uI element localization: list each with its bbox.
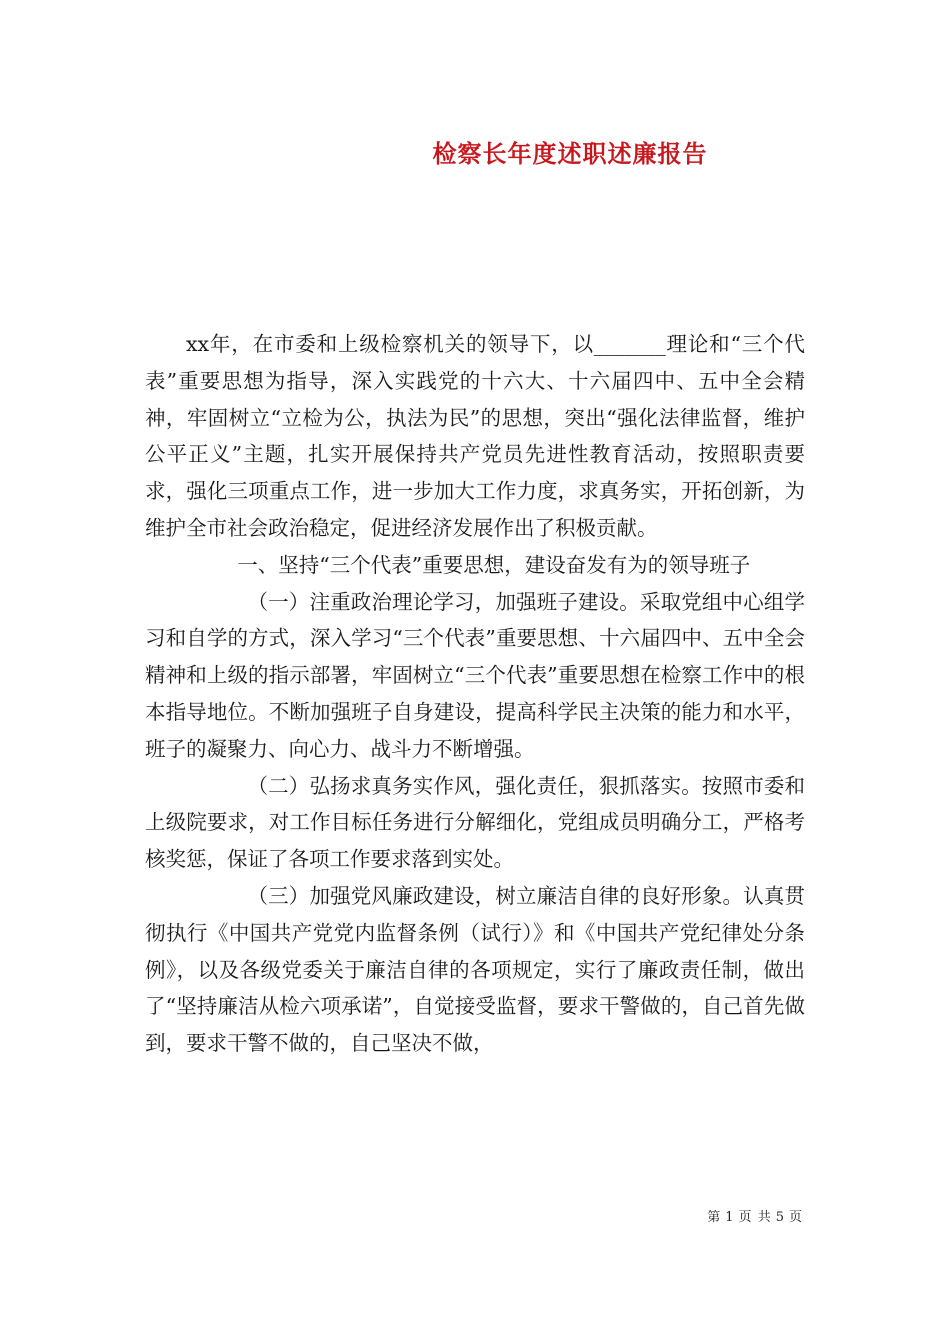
- section-heading-1: 一、坚持“三个代表”重要思想，建设奋发有为的领导班子: [237, 552, 751, 577]
- footer-middle: 页 共: [738, 1210, 772, 1225]
- document-body: [145, 326, 805, 1062]
- footer-current-page: 1: [725, 1210, 735, 1225]
- footer-prefix: 第: [707, 1210, 722, 1225]
- paragraph-subsection-1: （一）注重政治理论学习，加强班子建设。采取党组中心组学习和自学的方式，深入学习“三个代表”重要思想、十六届四中、五中全会精神和上级的指示部署，牢固树立“三个代表”重要思想在检察工作中的根本指导地位。不断加强班子自身建设，提高科学民主决策的能力和水平，班子的凝聚力、向心力、战斗力不断增强。: [145, 589, 805, 761]
- paragraph-intro: xx年，在市委和上级检察机关的领导下，以_______理论和“三个代表”重要思想为指导，深入实践党的十六大、十六届四中、五中全会精神，牢固树立“立检为公，执法为民”的思想，突出“强化法律监督，维护公平正义”主题，扎实开展保持共产党员先进性教育活动，按照职责要求，强化三项重点工作，进一步加大工作力度，求真务实，开拓创新，为维护全市社会政治稳定，促进经济发展作出了积极贡献。: [145, 332, 805, 540]
- footer-suffix: 页: [788, 1210, 803, 1225]
- footer-total-pages: 5: [775, 1210, 785, 1225]
- paragraph-subsection-2: （二）弘扬求真务实作风，强化责任，狠抓落实。按照市委和上级院要求，对工作目标任务进行分解细化，党组成员明确分工，严格考核奖惩，保证了各项工作要求落到实处。: [145, 773, 805, 872]
- paragraph-subsection-3: （三）加强党风廉政建设，树立廉洁自律的良好形象。认真贯彻执行《中国共产党党内监督条例（试行）》和《中国共产党纪律处分条例》，以及各级党委关于廉洁自律的各项规定，实行了廉政责任制，做出了“坚持廉洁从检六项承诺”，自觉接受监督，要求干警做的，自己首先做到，要求干警不做的，自己坚决不做，: [145, 883, 805, 1056]
- document-title: 检察长年度述职述廉报告: [432, 139, 708, 168]
- page-number-footer: [705, 1206, 805, 1225]
